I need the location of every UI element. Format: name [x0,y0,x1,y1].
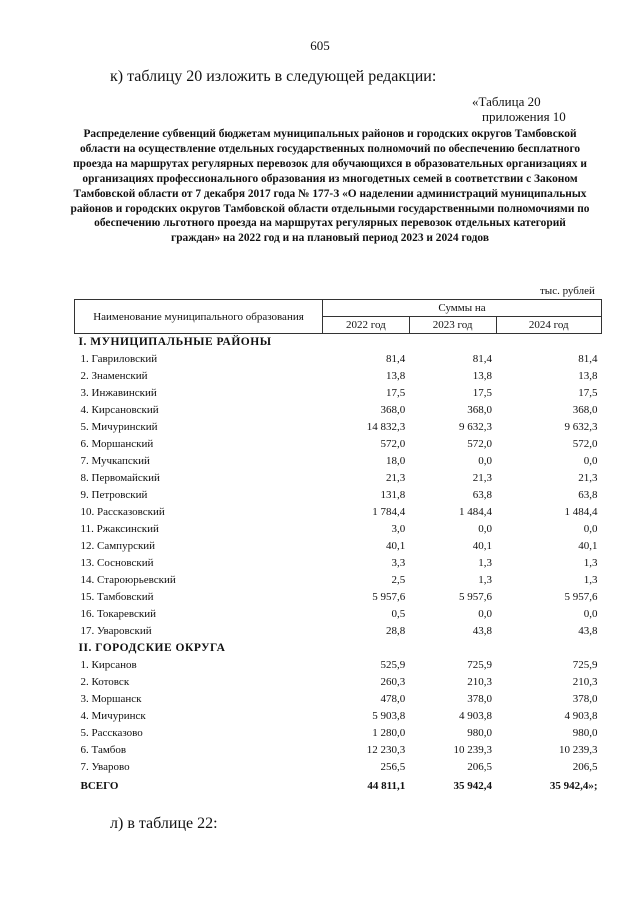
value-2023: 572,0 [467,438,492,450]
value-2023: 0,0 [478,455,492,467]
value-2023: 35 942,4 [453,779,492,792]
value-2024: 572,0 [572,438,598,450]
value-2024: 43,8 [578,625,598,637]
units-label: тыс. рублей [540,285,595,297]
value-2024: 63,8 [578,489,598,501]
value-2023: 210,3 [467,676,492,688]
table-row [75,504,602,521]
table-row [75,436,602,453]
row-name: 9. Петровский [80,489,148,501]
table-row [75,742,602,759]
row-name: 16. Токаревский [80,608,156,620]
value-2024: 0,0 [583,523,598,535]
value-2022: 478,0 [380,693,406,705]
value-2023: 725,9 [467,659,492,671]
value-2022: 3,0 [391,523,406,535]
table-row [75,759,602,776]
row-name: 4. Мичуринск [80,710,146,722]
value-2024: 1 484,4 [564,506,598,518]
value-2024: 5 957,6 [564,591,598,603]
table-row [75,725,602,742]
section-municipal-districts-label: I. МУНИЦИПАЛЬНЫЕ РАЙОНЫ [78,336,272,348]
section-municipal-districts [75,334,602,352]
footer-text: л) в таблице 22: [110,815,218,832]
value-2023: 5 957,6 [459,591,492,603]
row-name: 11. Ржаксинский [80,523,159,535]
value-2023: 0,0 [478,523,492,535]
value-2024: 378,0 [572,693,598,705]
table-row [75,708,602,725]
table-row [75,351,602,368]
value-2022: 40,1 [386,540,406,552]
row-name: 7. Мучкапский [80,455,150,467]
value-2022: 5 903,8 [372,710,406,722]
value-2023: 1,3 [478,574,492,586]
value-2023: 40,1 [472,540,492,552]
table-row [75,691,602,708]
value-2022: 572,0 [380,438,406,450]
value-2022: 2,5 [391,574,406,586]
value-2022: 44 811,1 [367,779,406,792]
header-name-column: Наименование муниципального образования [75,300,323,334]
row-name: 4. Кирсановский [80,404,159,416]
value-2024: 1,3 [583,557,598,569]
table-row [75,419,602,436]
subvention-table [74,299,602,796]
value-2023: 378,0 [467,693,492,705]
value-2024: 40,1 [578,540,598,552]
table-row [75,470,602,487]
value-2022: 0,5 [391,608,406,620]
row-name: 3. Моршанск [80,693,142,705]
table-row [75,572,602,589]
value-2023: 206,5 [467,761,492,773]
row-name: 17. Уваровский [80,625,152,637]
table-row [75,623,602,640]
row-name: 15. Тамбовский [80,591,154,603]
row-name: 8. Первомайский [80,472,160,484]
header-year-2022: 2022 год [323,317,410,334]
table-row [75,555,602,572]
table-reference [472,94,566,124]
table-row [75,402,602,419]
table-row [75,606,602,623]
value-2023: 4 903,8 [459,710,492,722]
table-reference-line1: «Таблица 20 [472,94,541,109]
value-2024: 368,0 [572,404,598,416]
value-2023: 9 632,3 [459,421,492,433]
table-row [75,487,602,504]
row-name: 10. Рассказовский [80,506,165,518]
value-2023: 17,5 [472,387,492,399]
document-title: Распределение субвенций бюджетам муниципальных районов и городских округов Тамбовской области на осуществление отдельных государственных полномочий по обеспечению бесплатного проезда на маршрутах регулярных перевозок для обучающихся в образовательных организациях и организациях профессионального образования из многодетных семей в соответствии с Законом Тамбовской области от 7 декабря 2017 года № 177-З «О наделении администраций муниципальных районов и городских округов Тамбовской области отдельными государственными полномочиями по обеспечению льготного проезда на маршрутах регулярных перевозок отдельных категорий граждан» на 2022 год и на плановый период 2023 и 2024 годов [70,128,590,245]
row-name: 5. Мичуринский [80,421,158,433]
table-body [75,334,602,797]
value-2022: 525,9 [380,659,406,671]
value-2024: 35 942,4»; [549,779,598,792]
row-name: 6. Тамбов [80,744,127,756]
row-name: 2. Знаменский [80,370,148,382]
value-2022: 14 832,3 [366,421,406,433]
value-2023: 368,0 [467,404,492,416]
section-city-districts-label: II. ГОРОДСКИЕ ОКРУГА [78,642,226,654]
value-2023: 63,8 [472,489,492,501]
value-2024: 81,4 [578,353,598,365]
value-2022: 28,8 [386,625,406,637]
value-2022: 3,3 [391,557,406,569]
table-row [75,453,602,470]
value-2022: 5 957,6 [372,591,406,603]
row-name: 2. Котовск [80,676,130,688]
table-row [75,521,602,538]
row-name: 6. Моршанский [80,438,154,450]
value-2023: 980,0 [467,727,492,739]
section-city-districts [75,640,602,657]
row-name: 12. Сампурский [80,540,156,552]
table-row [75,657,602,674]
value-2023: 1,3 [478,557,492,569]
value-2023: 21,3 [472,472,492,484]
value-2024: 21,3 [578,472,598,484]
intro-text: к) таблицу 20 изложить в следующей редакции: [110,68,437,85]
value-2024: 10 239,3 [559,744,598,756]
value-2024: 206,5 [572,761,598,773]
value-2022: 81,4 [386,353,406,365]
value-2022: 13,8 [386,370,406,382]
value-2022: 260,3 [380,676,406,688]
value-2022: 131,8 [380,489,406,501]
value-2022: 1 784,4 [372,506,406,518]
header-sums: Суммы на [323,300,602,317]
row-name: 1. Гавриловский [80,353,158,365]
value-2024: 17,5 [578,387,598,399]
table-reference-line2: приложения 10 [482,109,566,124]
header-year-2024: 2024 год [496,317,602,334]
row-name: 13. Сосновский [80,557,154,569]
value-2024: 9 632,3 [564,421,598,433]
value-2023: 13,8 [472,370,492,382]
value-2022: 256,5 [380,761,406,773]
total-row [75,776,602,796]
value-2022: 368,0 [380,404,406,416]
table-row [75,538,602,555]
value-2022: 18,0 [386,455,406,467]
table-row [75,674,602,691]
page-number: 605 [310,38,330,53]
row-name: 7. Уварово [80,761,130,773]
value-2022: 1 280,0 [372,727,406,739]
value-2024: 1,3 [583,574,598,586]
value-2024: 725,9 [572,659,598,671]
table-row [75,385,602,402]
value-2022: 17,5 [386,387,406,399]
table-row [75,368,602,385]
value-2023: 1 484,4 [459,506,492,518]
value-2023: 43,8 [472,625,492,637]
value-2022: 21,3 [386,472,406,484]
table-row [75,589,602,606]
value-2022: 12 230,3 [366,744,406,756]
row-name: 5. Рассказово [80,727,143,739]
value-2023: 0,0 [478,608,492,620]
row-name: 3. Инжавинский [80,387,157,399]
value-2024: 0,0 [583,608,598,620]
value-2024: 0,0 [583,455,598,467]
value-2023: 10 239,3 [453,744,492,756]
row-name: ВСЕГО [80,779,119,792]
value-2024: 980,0 [572,727,598,739]
row-name: 14. Староюрьевский [80,574,176,586]
value-2024: 210,3 [572,676,598,688]
value-2024: 13,8 [578,370,598,382]
value-2024: 4 903,8 [564,710,598,722]
row-name: 1. Кирсанов [80,659,137,671]
header-year-2023: 2023 год [409,317,496,334]
value-2023: 81,4 [472,353,492,365]
